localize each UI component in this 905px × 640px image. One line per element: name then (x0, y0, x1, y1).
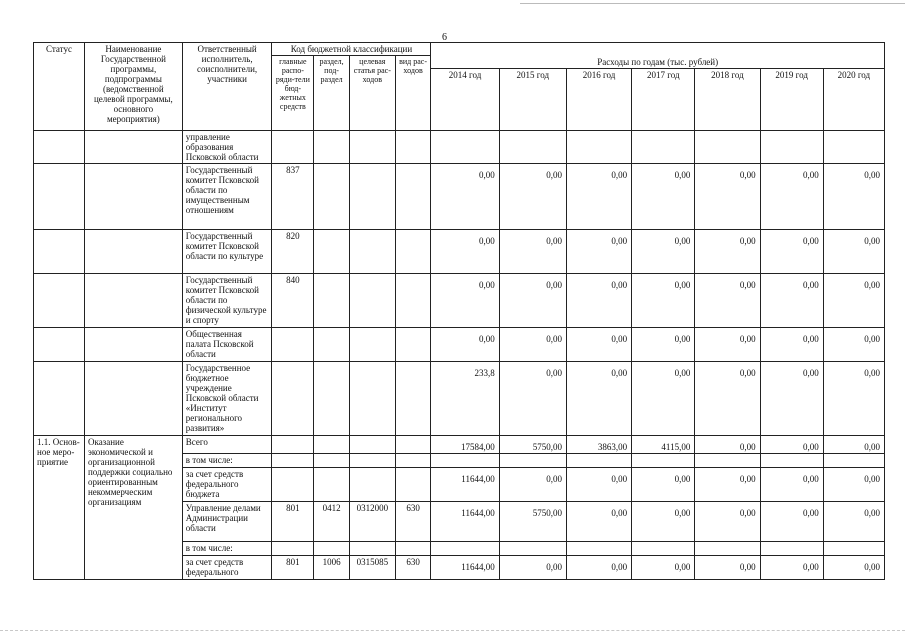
razdel-cell (314, 467, 350, 501)
value-cell: 0,00 (431, 229, 499, 273)
value-cell: 233,8 (431, 361, 499, 435)
razdel-cell (314, 130, 350, 163)
table-header (34, 43, 885, 131)
table-body (34, 130, 885, 579)
header-year: 2014 год (431, 68, 499, 130)
grbs-cell (272, 435, 314, 453)
value-cell: 0,00 (632, 273, 695, 327)
page-number: 6 (442, 32, 447, 43)
vid-cell (395, 130, 431, 163)
program-name-cell (84, 273, 182, 327)
header-year: 2016 год (566, 68, 631, 130)
value-cell (566, 453, 631, 467)
status-cell (34, 163, 85, 229)
vid-cell (395, 467, 431, 501)
table-row (34, 435, 885, 453)
status-cell (34, 130, 85, 163)
vid-cell (395, 361, 431, 435)
statya-cell (349, 229, 395, 273)
value-cell: 0,00 (499, 327, 566, 361)
statya-cell (349, 327, 395, 361)
status-cell (34, 273, 85, 327)
value-cell: 0,00 (566, 501, 631, 541)
value-cell: 11644,00 (431, 555, 499, 579)
value-cell: 0,00 (760, 273, 823, 327)
value-cell: 0,00 (632, 467, 695, 501)
value-cell: 0,00 (695, 555, 760, 579)
executor-cell: за счет средств федерального бюджета (182, 467, 272, 501)
grbs-cell (272, 453, 314, 467)
value-cell: 0,00 (499, 555, 566, 579)
value-cell (632, 130, 695, 163)
razdel-cell (314, 541, 350, 555)
value-cell: 0,00 (760, 435, 823, 453)
value-cell: 0,00 (823, 501, 884, 541)
grbs-cell: 820 (272, 229, 314, 273)
value-cell: 0,00 (632, 501, 695, 541)
program-name-cell (84, 163, 182, 229)
value-cell (566, 541, 631, 555)
value-cell: 0,00 (566, 229, 631, 273)
table-row (34, 273, 885, 327)
program-name-cell (84, 130, 182, 163)
status-cell (34, 327, 85, 361)
value-cell: 0,00 (823, 229, 884, 273)
value-cell (695, 453, 760, 467)
grbs-cell: 801 (272, 501, 314, 541)
value-cell: 0,00 (566, 327, 631, 361)
header-expenses-spacer (431, 43, 885, 56)
header-status: Статус (34, 43, 85, 131)
value-cell: 0,00 (760, 361, 823, 435)
statya-cell (349, 435, 395, 453)
value-cell: 0,00 (760, 501, 823, 541)
value-cell: 0,00 (566, 361, 631, 435)
value-cell: 0,00 (823, 273, 884, 327)
section-program-name-cell: Оказание экономической и организационной поддержки социально ориентированным некоммерческим организациям (84, 435, 182, 579)
razdel-cell (314, 163, 350, 229)
value-cell: 0,00 (695, 361, 760, 435)
executor-cell: Государственный комитет Псковской области по культуре (182, 229, 272, 273)
value-cell: 0,00 (632, 229, 695, 273)
program-name-cell (84, 327, 182, 361)
grbs-cell (272, 467, 314, 501)
value-cell: 0,00 (499, 361, 566, 435)
executor-cell: Управление делами Администрации области (182, 501, 272, 541)
razdel-cell (314, 361, 350, 435)
value-cell (823, 541, 884, 555)
scan-edge-line (520, 3, 905, 4)
value-cell: 0,00 (431, 327, 499, 361)
statya-cell (349, 361, 395, 435)
statya-cell (349, 453, 395, 467)
value-cell (760, 453, 823, 467)
value-cell: 0,00 (499, 163, 566, 229)
value-cell (431, 130, 499, 163)
value-cell: 0,00 (499, 273, 566, 327)
value-cell: 0,00 (695, 435, 760, 453)
razdel-cell: 0412 (314, 501, 350, 541)
value-cell: 0,00 (499, 467, 566, 501)
header-year: 2018 год (695, 68, 760, 130)
grbs-cell (272, 327, 314, 361)
razdel-cell (314, 273, 350, 327)
statya-cell (349, 541, 395, 555)
value-cell (760, 130, 823, 163)
value-cell: 0,00 (695, 327, 760, 361)
vid-cell (395, 273, 431, 327)
grbs-cell: 840 (272, 273, 314, 327)
executor-cell: управление образования Псковской области (182, 130, 272, 163)
value-cell: 5750,00 (499, 501, 566, 541)
value-cell (566, 130, 631, 163)
program-name-cell (84, 361, 182, 435)
razdel-cell (314, 453, 350, 467)
header-year: 2019 год (760, 68, 823, 130)
executor-cell: в том числе: (182, 541, 272, 555)
value-cell: 0,00 (760, 467, 823, 501)
vid-cell (395, 541, 431, 555)
grbs-cell (272, 361, 314, 435)
value-cell: 0,00 (695, 501, 760, 541)
value-cell: 0,00 (695, 163, 760, 229)
value-cell: 0,00 (566, 273, 631, 327)
value-cell: 0,00 (431, 163, 499, 229)
value-cell (695, 130, 760, 163)
statya-cell (349, 130, 395, 163)
statya-cell (349, 467, 395, 501)
table-row (34, 327, 885, 361)
vid-cell (395, 163, 431, 229)
program-name-cell (84, 229, 182, 273)
value-cell: 0,00 (695, 467, 760, 501)
value-cell (823, 453, 884, 467)
value-cell: 0,00 (566, 467, 631, 501)
vid-cell: 630 (395, 555, 431, 579)
value-cell: 3863,00 (566, 435, 631, 453)
value-cell: 0,00 (632, 163, 695, 229)
header-executor: Ответственный исполнитель, соисполнители, участники (182, 43, 272, 131)
statya-cell: 0315085 (349, 555, 395, 579)
value-cell: 0,00 (566, 163, 631, 229)
header-year: 2015 год (499, 68, 566, 130)
header-vid: вид рас-ходов (395, 56, 431, 131)
grbs-cell (272, 130, 314, 163)
executor-cell: Государственный комитет Псковской области по имущественным отношениям (182, 163, 272, 229)
executor-cell: Государственное бюджетное учреждение Псковской области «Институт регионального развития» (182, 361, 272, 435)
value-cell: 0,00 (632, 555, 695, 579)
vid-cell (395, 435, 431, 453)
value-cell: 0,00 (760, 327, 823, 361)
value-cell: 0,00 (823, 435, 884, 453)
value-cell: 0,00 (695, 229, 760, 273)
statya-cell (349, 273, 395, 327)
value-cell (431, 453, 499, 467)
section-status-cell: 1.1. Основ-ное меро-приятие (34, 435, 85, 579)
vid-cell (395, 453, 431, 467)
value-cell (695, 541, 760, 555)
table-row (34, 361, 885, 435)
grbs-cell (272, 541, 314, 555)
grbs-cell: 801 (272, 555, 314, 579)
value-cell (499, 541, 566, 555)
status-cell (34, 229, 85, 273)
value-cell: 0,00 (431, 273, 499, 327)
header-program-name: Наименование Государственной программы, подпрограммы (ведомственной целевой программы, основного мероприятия) (84, 43, 182, 131)
value-cell: 0,00 (823, 163, 884, 229)
value-cell: 0,00 (823, 327, 884, 361)
vid-cell (395, 327, 431, 361)
executor-cell: в том числе: (182, 453, 272, 467)
value-cell (823, 130, 884, 163)
scan-edge-line (0, 630, 905, 631)
value-cell: 0,00 (823, 361, 884, 435)
header-grbs: главные распо-ряди-тели бюд-жетных средств (272, 56, 314, 131)
razdel-cell: 1006 (314, 555, 350, 579)
header-expenses: Расходы по годам (тыс. рублей) (431, 56, 885, 69)
header-year: 2020 год (823, 68, 884, 130)
razdel-cell (314, 435, 350, 453)
value-cell (760, 541, 823, 555)
executor-cell: Государственный комитет Псковской области по физической культуре и спорту (182, 273, 272, 327)
value-cell: 0,00 (760, 555, 823, 579)
value-cell (499, 453, 566, 467)
statya-cell (349, 163, 395, 229)
header-year: 2017 год (632, 68, 695, 130)
value-cell: 0,00 (823, 555, 884, 579)
statya-cell: 0312000 (349, 501, 395, 541)
value-cell: 4115,00 (632, 435, 695, 453)
table-row (34, 229, 885, 273)
header-razdel: раздел, под-раздел (314, 56, 350, 131)
table-row (34, 130, 885, 163)
value-cell: 0,00 (632, 361, 695, 435)
value-cell (499, 130, 566, 163)
value-cell (632, 453, 695, 467)
value-cell: 11644,00 (431, 501, 499, 541)
vid-cell: 630 (395, 501, 431, 541)
executor-cell: Общественная палата Псковской области (182, 327, 272, 361)
value-cell: 17584,00 (431, 435, 499, 453)
value-cell: 5750,00 (499, 435, 566, 453)
status-cell (34, 361, 85, 435)
executor-cell: Всего (182, 435, 272, 453)
value-cell (632, 541, 695, 555)
header-budget-code: Код бюджетной классификации (272, 43, 431, 56)
value-cell: 0,00 (695, 273, 760, 327)
value-cell: 11644,00 (431, 467, 499, 501)
budget-table (33, 42, 885, 580)
value-cell: 0,00 (760, 229, 823, 273)
value-cell: 0,00 (823, 467, 884, 501)
value-cell: 0,00 (499, 229, 566, 273)
razdel-cell (314, 229, 350, 273)
grbs-cell: 837 (272, 163, 314, 229)
razdel-cell (314, 327, 350, 361)
header-statya: целевая статья рас-ходов (349, 56, 395, 131)
executor-cell: за счет средств федерального (182, 555, 272, 579)
value-cell: 0,00 (632, 327, 695, 361)
value-cell: 0,00 (760, 163, 823, 229)
value-cell (431, 541, 499, 555)
vid-cell (395, 229, 431, 273)
table-row (34, 163, 885, 229)
value-cell: 0,00 (566, 555, 631, 579)
